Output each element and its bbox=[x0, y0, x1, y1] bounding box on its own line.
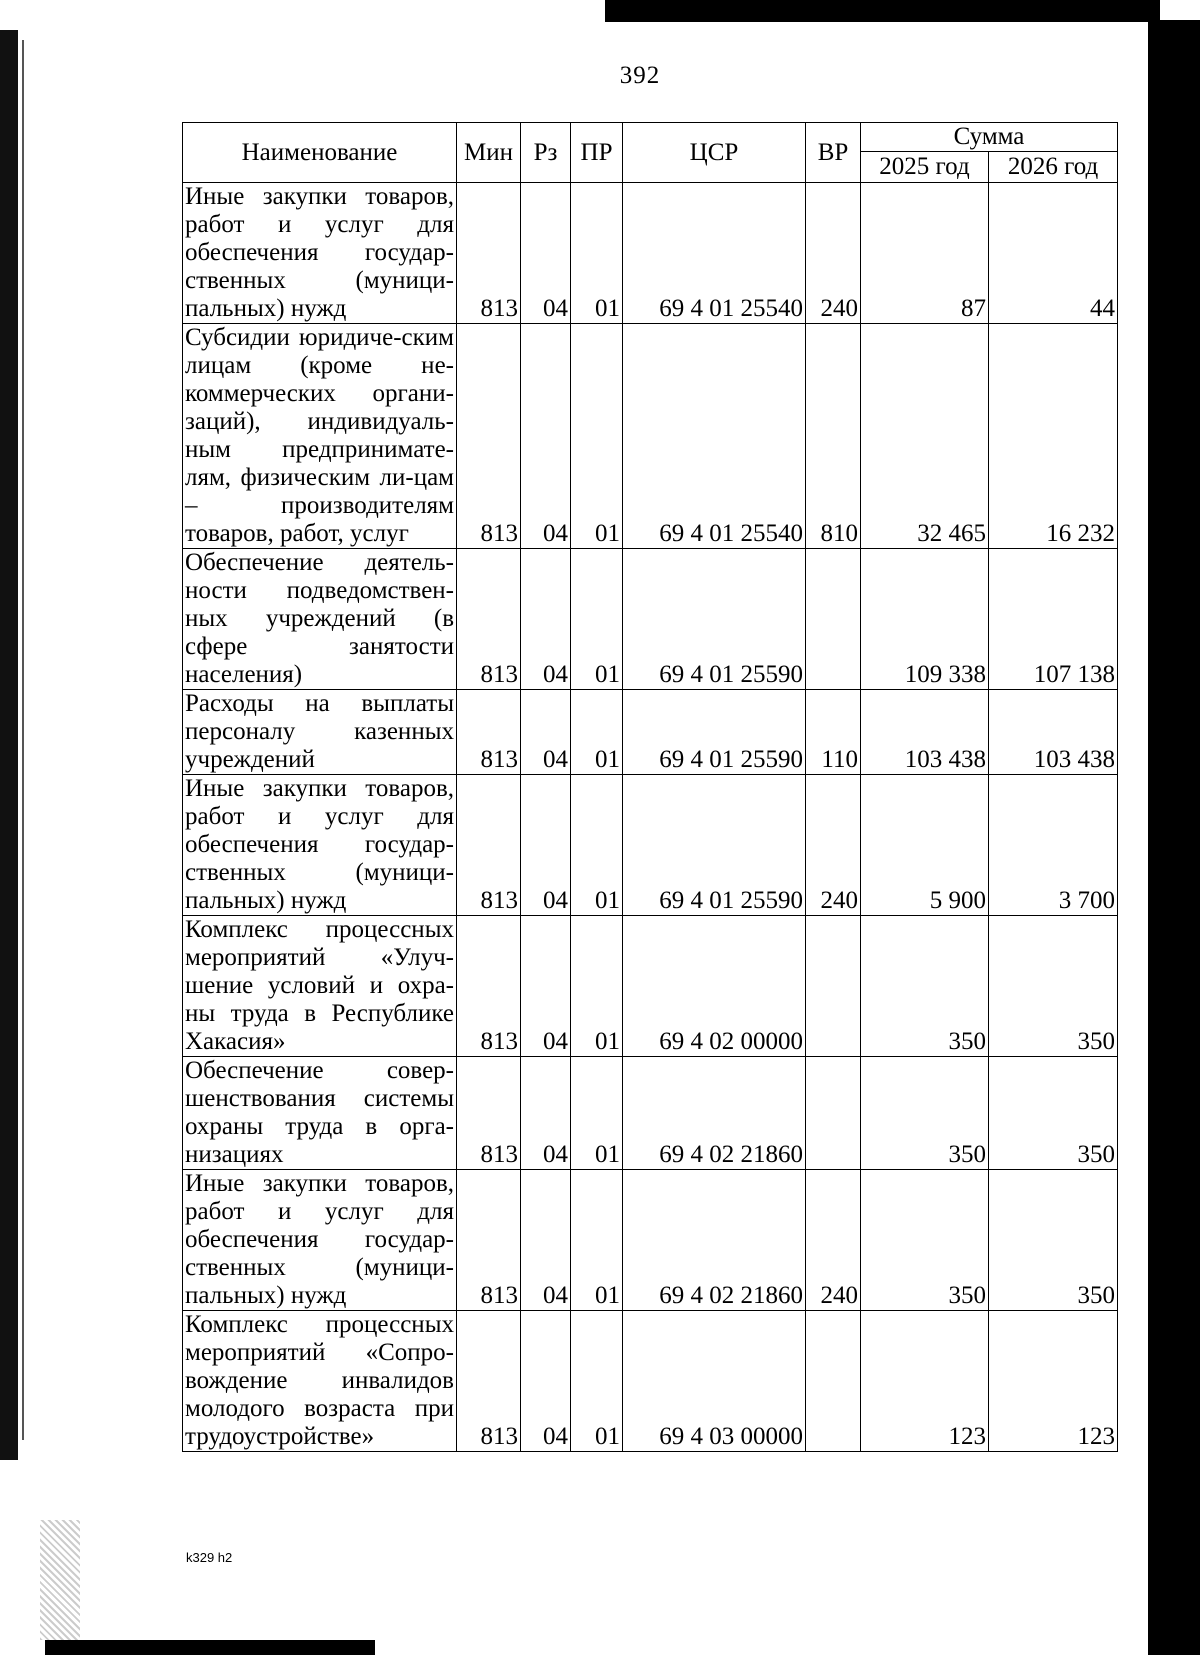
table-row bbox=[183, 690, 1118, 775]
row-name: Комплекс процессных мероприятий «Сопро-вождение инвалидов молодого возраста при трудоустройстве» bbox=[183, 1311, 457, 1452]
row-pr: 01 bbox=[571, 324, 623, 549]
row-sum-2026: 107 138 bbox=[989, 549, 1118, 690]
row-vr: 110 bbox=[806, 690, 861, 775]
row-sum-2026: 103 438 bbox=[989, 690, 1118, 775]
header-min: Мин bbox=[457, 123, 521, 183]
table-row bbox=[183, 916, 1118, 1057]
row-vr: 240 bbox=[806, 183, 861, 324]
row-pr: 01 bbox=[571, 183, 623, 324]
header-rz: Рз bbox=[521, 123, 571, 183]
page-number-wrap bbox=[0, 62, 1200, 90]
row-sum-2026: 16 232 bbox=[989, 324, 1118, 549]
row-vr: 240 bbox=[806, 1170, 861, 1311]
scan-line-left bbox=[22, 40, 24, 1440]
row-vr bbox=[806, 549, 861, 690]
scan-noise bbox=[40, 1520, 80, 1640]
table-row bbox=[183, 324, 1118, 549]
row-name: Обеспечение совер-шенствования системы охраны труда в орга-низациях bbox=[183, 1057, 457, 1170]
row-pr: 01 bbox=[571, 1170, 623, 1311]
row-sum-2025: 350 bbox=[861, 916, 989, 1057]
row-csr: 69 4 01 25590 bbox=[623, 775, 806, 916]
row-pr: 01 bbox=[571, 549, 623, 690]
row-vr bbox=[806, 916, 861, 1057]
scan-edge-bottom bbox=[45, 1640, 375, 1655]
row-min: 813 bbox=[457, 1311, 521, 1452]
row-pr: 01 bbox=[571, 1057, 623, 1170]
row-sum-2026: 123 bbox=[989, 1311, 1118, 1452]
row-pr: 01 bbox=[571, 1311, 623, 1452]
row-csr: 69 4 03 00000 bbox=[623, 1311, 806, 1452]
row-vr: 240 bbox=[806, 775, 861, 916]
budget-table bbox=[182, 122, 1118, 1452]
table-row bbox=[183, 1170, 1118, 1311]
row-sum-2025: 350 bbox=[861, 1170, 989, 1311]
row-sum-2025: 32 465 bbox=[861, 324, 989, 549]
row-min: 813 bbox=[457, 916, 521, 1057]
table-row bbox=[183, 1057, 1118, 1170]
row-rz: 04 bbox=[521, 324, 571, 549]
row-sum-2025: 109 338 bbox=[861, 549, 989, 690]
table-row bbox=[183, 1311, 1118, 1452]
row-csr: 69 4 01 25590 bbox=[623, 549, 806, 690]
footer-code: k329 h2 bbox=[186, 1550, 233, 1565]
table-row bbox=[183, 549, 1118, 690]
row-csr: 69 4 01 25590 bbox=[623, 690, 806, 775]
row-sum-2026: 350 bbox=[989, 1057, 1118, 1170]
row-sum-2025: 350 bbox=[861, 1057, 989, 1170]
row-rz: 04 bbox=[521, 549, 571, 690]
row-sum-2025: 103 438 bbox=[861, 690, 989, 775]
row-csr: 69 4 02 00000 bbox=[623, 916, 806, 1057]
row-csr: 69 4 01 25540 bbox=[623, 183, 806, 324]
page-number: 392 bbox=[619, 62, 661, 89]
row-sum-2025: 123 bbox=[861, 1311, 989, 1452]
row-vr bbox=[806, 1311, 861, 1452]
row-min: 813 bbox=[457, 775, 521, 916]
table-body bbox=[183, 183, 1118, 1452]
header-sum: Сумма bbox=[861, 123, 1118, 152]
table-header bbox=[183, 123, 1118, 183]
row-rz: 04 bbox=[521, 1311, 571, 1452]
header-name: Наименование bbox=[183, 123, 457, 183]
header-vr: ВР bbox=[806, 123, 861, 183]
row-sum-2026: 350 bbox=[989, 916, 1118, 1057]
scan-edge-top bbox=[605, 0, 1160, 22]
header-pr: ПР bbox=[571, 123, 623, 183]
row-pr: 01 bbox=[571, 775, 623, 916]
row-name: Обеспечение деятель-ности подведомствен-ных учреждений (в сфере занятости населения) bbox=[183, 549, 457, 690]
row-sum-2025: 87 bbox=[861, 183, 989, 324]
row-name: Иные закупки товаров, работ и услуг для обеспечения государ-ственных (муници-пальных) нужд bbox=[183, 1170, 457, 1311]
row-rz: 04 bbox=[521, 690, 571, 775]
row-sum-2026: 3 700 bbox=[989, 775, 1118, 916]
table-row bbox=[183, 183, 1118, 324]
scan-edge-left bbox=[0, 30, 18, 1460]
row-pr: 01 bbox=[571, 690, 623, 775]
row-min: 813 bbox=[457, 183, 521, 324]
row-sum-2026: 44 bbox=[989, 183, 1118, 324]
row-rz: 04 bbox=[521, 775, 571, 916]
row-name: Иные закупки товаров, работ и услуг для обеспечения государ-ственных (муници-пальных) нужд bbox=[183, 183, 457, 324]
header-year-2025: 2025 год bbox=[861, 152, 989, 183]
header-csr: ЦСР bbox=[623, 123, 806, 183]
row-min: 813 bbox=[457, 549, 521, 690]
row-min: 813 bbox=[457, 690, 521, 775]
row-vr: 810 bbox=[806, 324, 861, 549]
row-name: Субсидии юридиче-ским лицам (кроме не-коммерческих органи-заций), индивидуаль-ным предпринимате-лям, физическим ли-цам – производителям товаров, работ, услуг bbox=[183, 324, 457, 549]
row-pr: 01 bbox=[571, 916, 623, 1057]
row-vr bbox=[806, 1057, 861, 1170]
row-min: 813 bbox=[457, 1170, 521, 1311]
row-name: Расходы на выплаты персоналу казенных учреждений bbox=[183, 690, 457, 775]
row-rz: 04 bbox=[521, 183, 571, 324]
row-min: 813 bbox=[457, 1057, 521, 1170]
header-year-2026: 2026 год bbox=[989, 152, 1118, 183]
row-csr: 69 4 02 21860 bbox=[623, 1057, 806, 1170]
row-rz: 04 bbox=[521, 916, 571, 1057]
row-csr: 69 4 01 25540 bbox=[623, 324, 806, 549]
table-row bbox=[183, 775, 1118, 916]
row-name: Иные закупки товаров, работ и услуг для обеспечения государ-ственных (муници-пальных) нужд bbox=[183, 775, 457, 916]
row-name: Комплекс процессных мероприятий «Улуч-шение условий и охра-ны труда в Республике Хакасия» bbox=[183, 916, 457, 1057]
row-rz: 04 bbox=[521, 1057, 571, 1170]
row-sum-2025: 5 900 bbox=[861, 775, 989, 916]
row-rz: 04 bbox=[521, 1170, 571, 1311]
row-csr: 69 4 02 21860 bbox=[623, 1170, 806, 1311]
row-sum-2026: 350 bbox=[989, 1170, 1118, 1311]
row-min: 813 bbox=[457, 324, 521, 549]
scan-edge-right bbox=[1148, 20, 1200, 1655]
